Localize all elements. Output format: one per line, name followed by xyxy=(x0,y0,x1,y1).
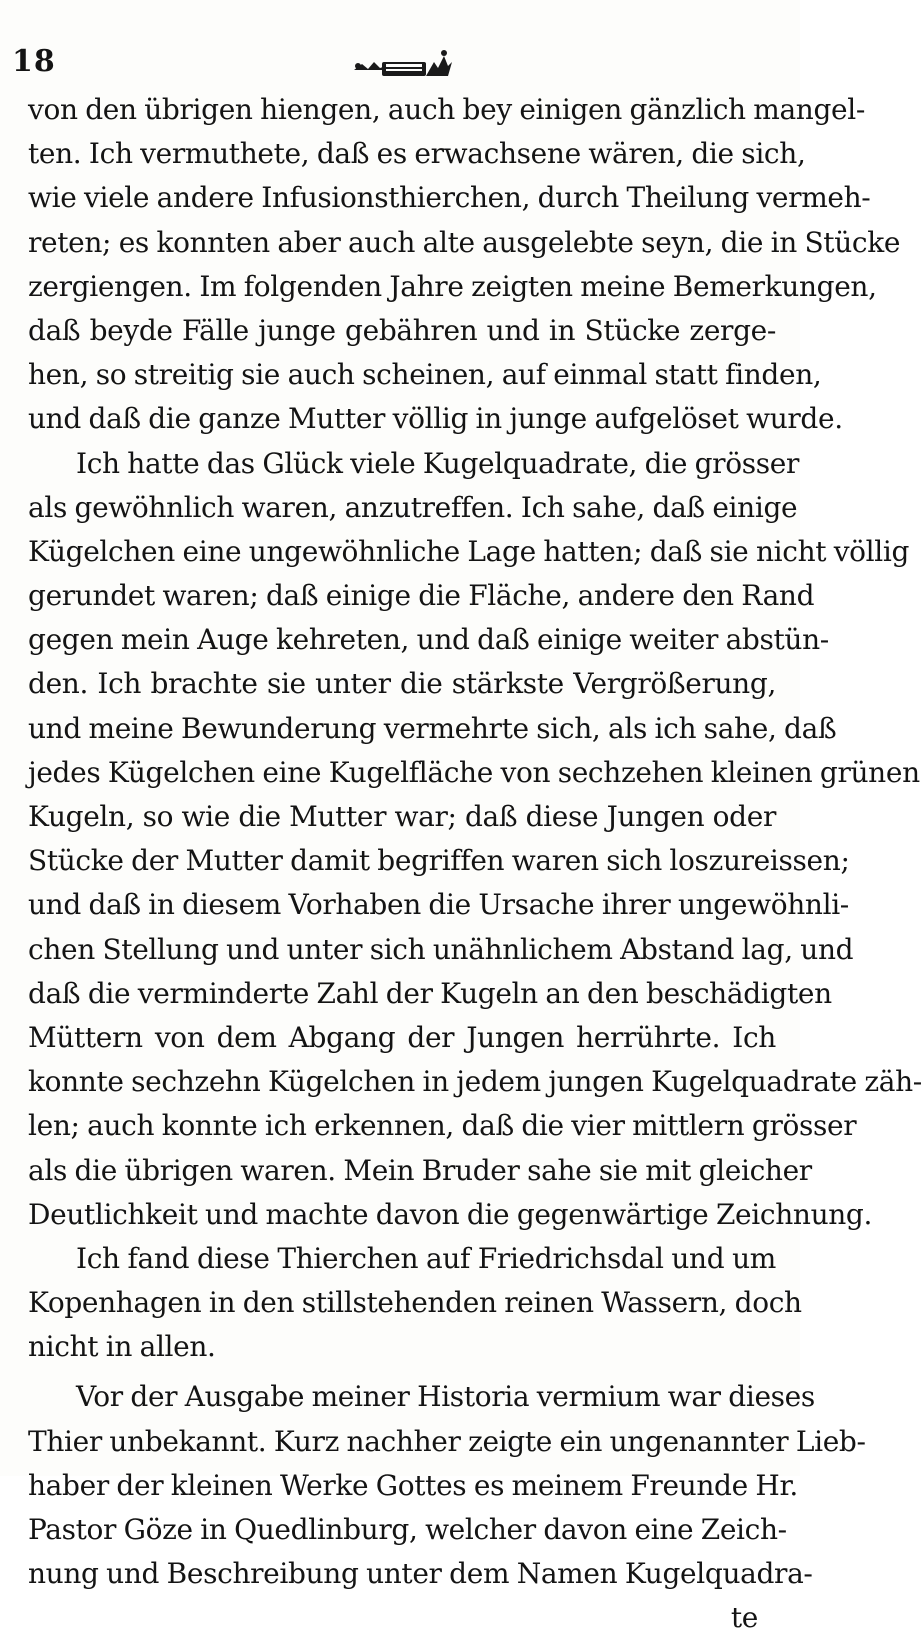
text-line: wie viele andere Infusionsthierchen, durch Theilung vermeh- xyxy=(28,181,871,215)
text-line: daß beyde Fälle junge gebähren und in Stücke zerge- xyxy=(28,313,776,347)
text-line: haber der kleinen Werke Gottes es meinem Freunde Hr. xyxy=(28,1468,798,1502)
page-number: 18 xyxy=(12,44,56,79)
text-line: reten; es konnten aber auch alte ausgelebte seyn, die in Stücke xyxy=(28,225,901,259)
text-line: Ich fand diese Thierchen auf Friedrichsdal und um xyxy=(76,1241,776,1275)
text-line: und daß die ganze Mutter völlig in junge aufgelöset wurde. xyxy=(28,402,843,436)
text-line: len; auch konnte ich erkennen, daß die vier mittlern grösser xyxy=(28,1109,857,1143)
text-line: den. Ich brachte sie unter die stärkste Vergrößerung, xyxy=(28,667,776,701)
text-line: nung und Beschreibung unter dem Namen Kugelquadra- xyxy=(28,1557,813,1591)
text-line: und daß in diesem Vorhaben die Ursache ihrer ungewöhnli- xyxy=(28,888,849,922)
text-line: zergiengen. Im folgenden Jahre zeigten meine Bemerkungen, xyxy=(28,269,877,303)
text-line: chen Stellung und unter sich unähnlichem Abstand lag, und xyxy=(28,932,854,966)
text-line: jedes Kügelchen eine Kugelfläche von sechzehen kleinen grünen xyxy=(28,755,920,789)
text-line: Ich hatte das Glück viele Kugelquadrate, die grösser xyxy=(76,446,800,480)
text-line: gegen mein Auge kehreten, und daß einige weiter abstün- xyxy=(28,623,829,657)
text-line: daß die verminderte Zahl der Kugeln an den beschädigten xyxy=(28,976,832,1010)
text-line: als die übrigen waren. Mein Bruder sahe sie mit gleicher xyxy=(28,1153,812,1187)
text-line: nicht in allen. xyxy=(28,1330,216,1364)
text-line: und meine Bewunderung vermehrte sich, als ich sahe, daß xyxy=(28,711,837,745)
text-line: Kopenhagen in den stillstehenden reinen Wassern, doch xyxy=(28,1286,802,1320)
text-line: Müttern von dem Abgang der Jungen herrührte. Ich xyxy=(28,1020,776,1054)
text-line: Kügelchen eine ungewöhnliche Lage hatten; daß sie nicht völlig xyxy=(28,534,910,568)
text-line: hen, so streitig sie auch scheinen, auf einmal statt finden, xyxy=(28,358,822,392)
text-line: Deutlichkeit und machte davon die gegenwärtige Zeichnung. xyxy=(28,1197,873,1231)
body-text xyxy=(28,88,922,1641)
text-line: konnte sechzehn Kügelchen in jedem jungen Kugelquadrate zäh- xyxy=(28,1065,922,1099)
text-line: Stücke der Mutter damit begriffen waren sich loszureissen; xyxy=(28,844,850,878)
text-line: als gewöhnlich waren, anzutreffen. Ich sahe, daß einige xyxy=(28,490,798,524)
crown-ornament-icon xyxy=(348,42,456,82)
text-line: Vor der Ausgabe meiner Historia vermium war dieses xyxy=(76,1380,815,1414)
text-line: Kugeln, so wie die Mutter war; daß diese Jungen oder xyxy=(28,800,776,833)
catchword: te xyxy=(730,1601,758,1635)
text-line: Thier unbekannt. Kurz nachher zeigte ein ungenannter Lieb- xyxy=(28,1424,866,1458)
text-line: von den übrigen hiengen, auch bey einigen gänzlich mangel- xyxy=(28,93,865,126)
text-line: ten. Ich vermuthete, daß es erwachsene wären, die sich, xyxy=(28,137,806,171)
text-line: gerundet waren; daß einige die Fläche, andere den Rand xyxy=(28,579,815,613)
text-line: Pastor Göze in Quedlinburg, welcher davon eine Zeich- xyxy=(28,1513,787,1546)
